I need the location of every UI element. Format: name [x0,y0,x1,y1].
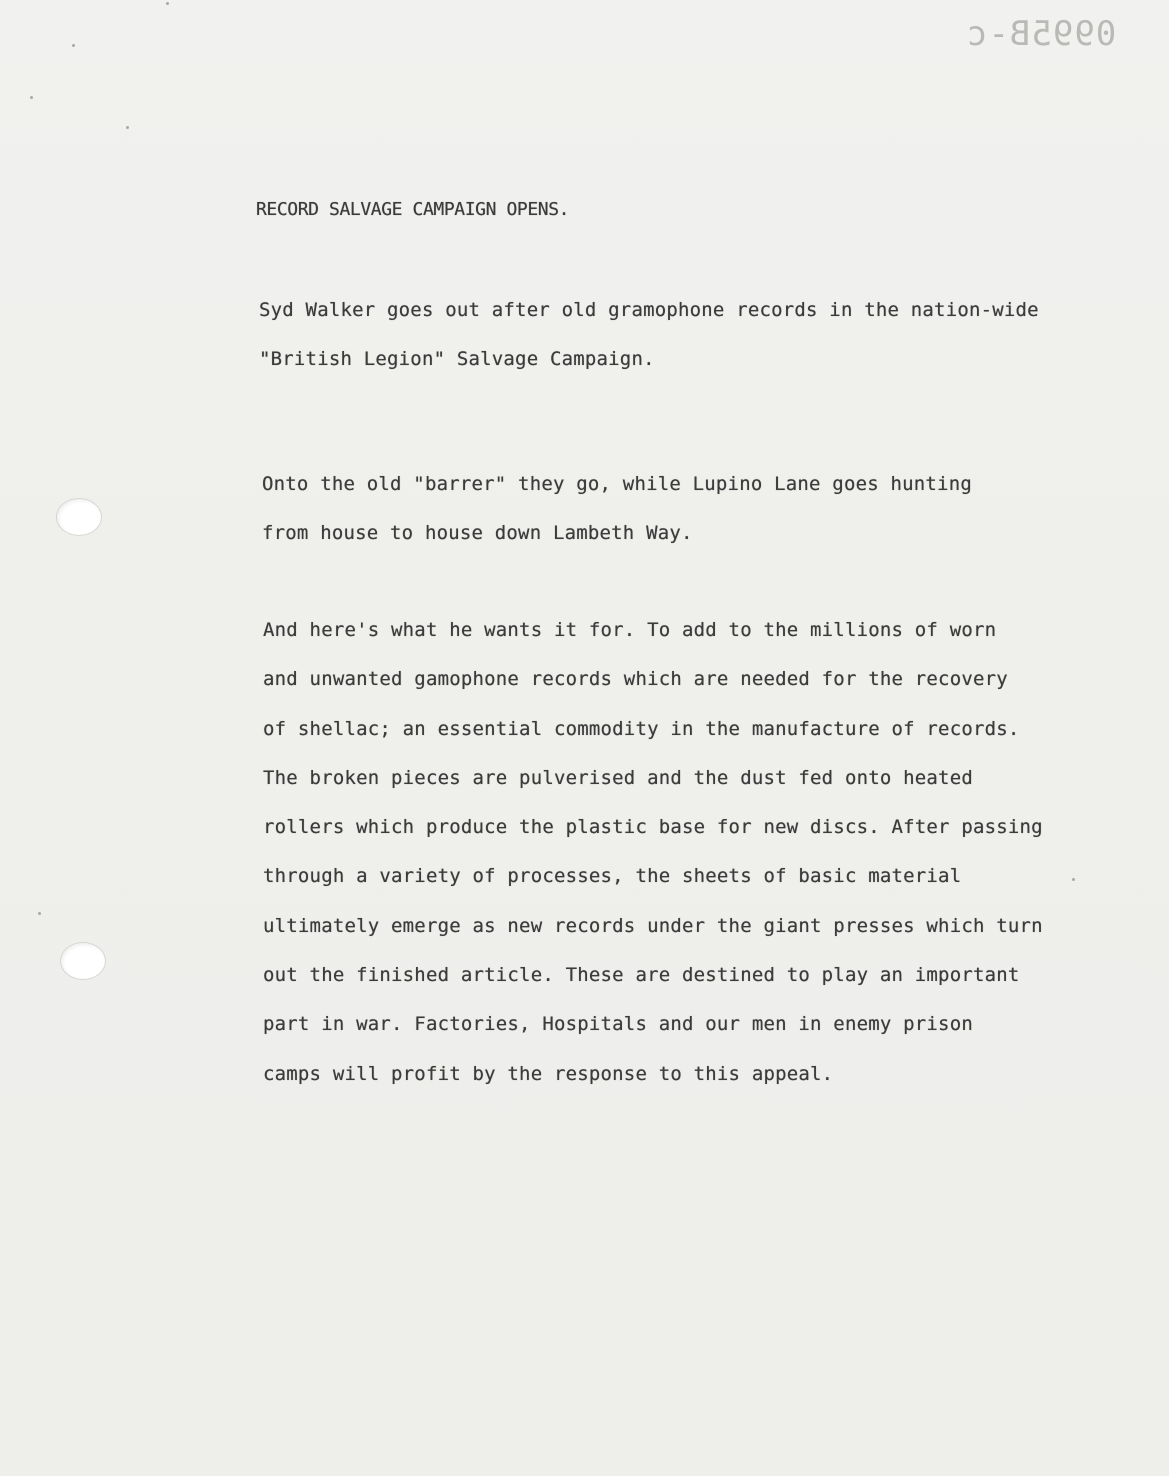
paper-fleck [166,2,169,5]
text-line: ultimately emerge as new records under the giant presses which turn [263,914,1043,937]
document-title: RECORD SALVAGE CAMPAIGN OPENS. [256,199,570,220]
paragraph-barrer [262,460,972,559]
text-line: out the finished article. These are destined to play an important [263,964,1020,987]
text-line: and unwanted gamophone records which are needed for the recovery [263,668,1008,691]
text-line: from house to house down Lambeth Way. [262,522,693,545]
paper-fleck [72,44,75,47]
punch-hole-bottom [60,942,106,980]
text-line: Onto the old "barrer" they go, while Lupino Lane goes hunting [262,473,972,495]
text-line: part in war. Factories, Hospitals and our men in enemy prison [263,1013,973,1036]
paper-fleck [126,126,129,129]
text-line: camps will profit by the response to this appeal. [263,1062,834,1085]
text-line: of shellac; an essential commodity in the manufacture of records. [263,717,1020,740]
paragraph-intro [259,286,1039,385]
text-line: rollers which produce the plastic base for new discs. After passing [263,816,1043,839]
paper-fleck [30,96,33,99]
paragraph-purpose [263,606,1043,1099]
punch-hole-top [56,498,102,536]
reference-number-stamp: 0995B-c [966,14,1117,54]
text-line: And here's what he wants it for. To add to the millions of worn [263,619,997,641]
paper-fleck [38,912,41,915]
text-line: through a variety of processes, the sheets of basic material [263,865,962,888]
text-line: "British Legion" Salvage Campaign. [259,348,655,371]
text-line: The broken pieces are pulverised and the dust fed onto heated [263,766,973,789]
paper-fleck [1072,878,1075,881]
text-line: Syd Walker goes out after old gramophone records in the nation-wide [259,299,1039,321]
